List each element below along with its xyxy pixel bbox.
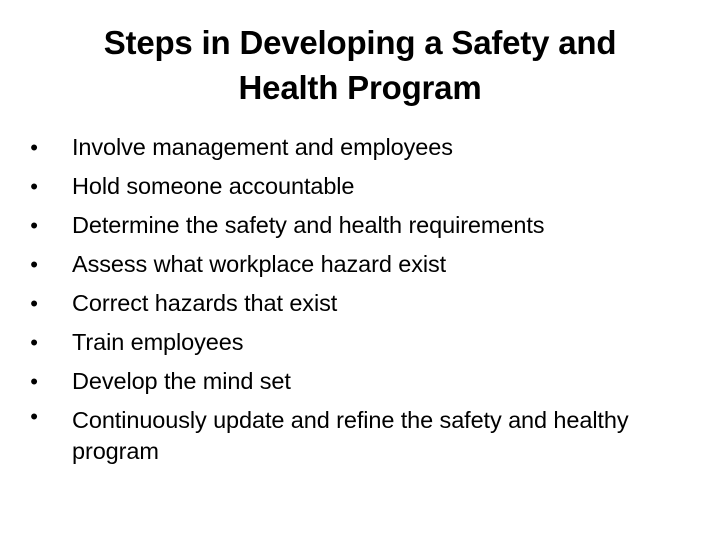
bullet-icon: • — [30, 174, 38, 199]
slide-title — [36, 20, 684, 110]
bullet-item — [26, 245, 696, 284]
bullet-icon: • — [30, 213, 38, 238]
bullet-text: Correct hazards that exist — [72, 290, 338, 316]
bullet-item — [26, 362, 696, 401]
bullet-text: Involve management and employees — [72, 134, 453, 160]
bullet-icon: • — [30, 291, 38, 316]
bullet-item — [26, 401, 696, 467]
bullet-text: Determine the safety and health requirements — [72, 212, 545, 238]
bullet-icon: • — [30, 369, 38, 394]
bullet-text: Train employees — [72, 329, 244, 355]
bullet-icon: • — [30, 252, 38, 277]
bullet-item — [26, 284, 696, 323]
bullet-text: Develop the mind set — [72, 368, 291, 394]
bullet-icon: • — [30, 330, 38, 355]
bullet-icon: • — [30, 135, 38, 160]
bullet-text: Hold someone accountable — [72, 173, 355, 199]
bullet-item — [26, 323, 696, 362]
bullet-list — [26, 128, 696, 467]
bullet-text: Continuously update and refine the safety and healthy program — [72, 407, 629, 464]
bullet-text: Assess what workplace hazard exist — [72, 251, 447, 277]
bullet-icon: • — [30, 404, 38, 429]
bullet-item — [26, 128, 696, 167]
slide-title-line-1: Steps in Developing a Safety and — [103, 24, 617, 61]
bullet-item — [26, 206, 696, 245]
bullet-item — [26, 167, 696, 206]
slide-title-line-2: Health Program — [238, 69, 482, 106]
